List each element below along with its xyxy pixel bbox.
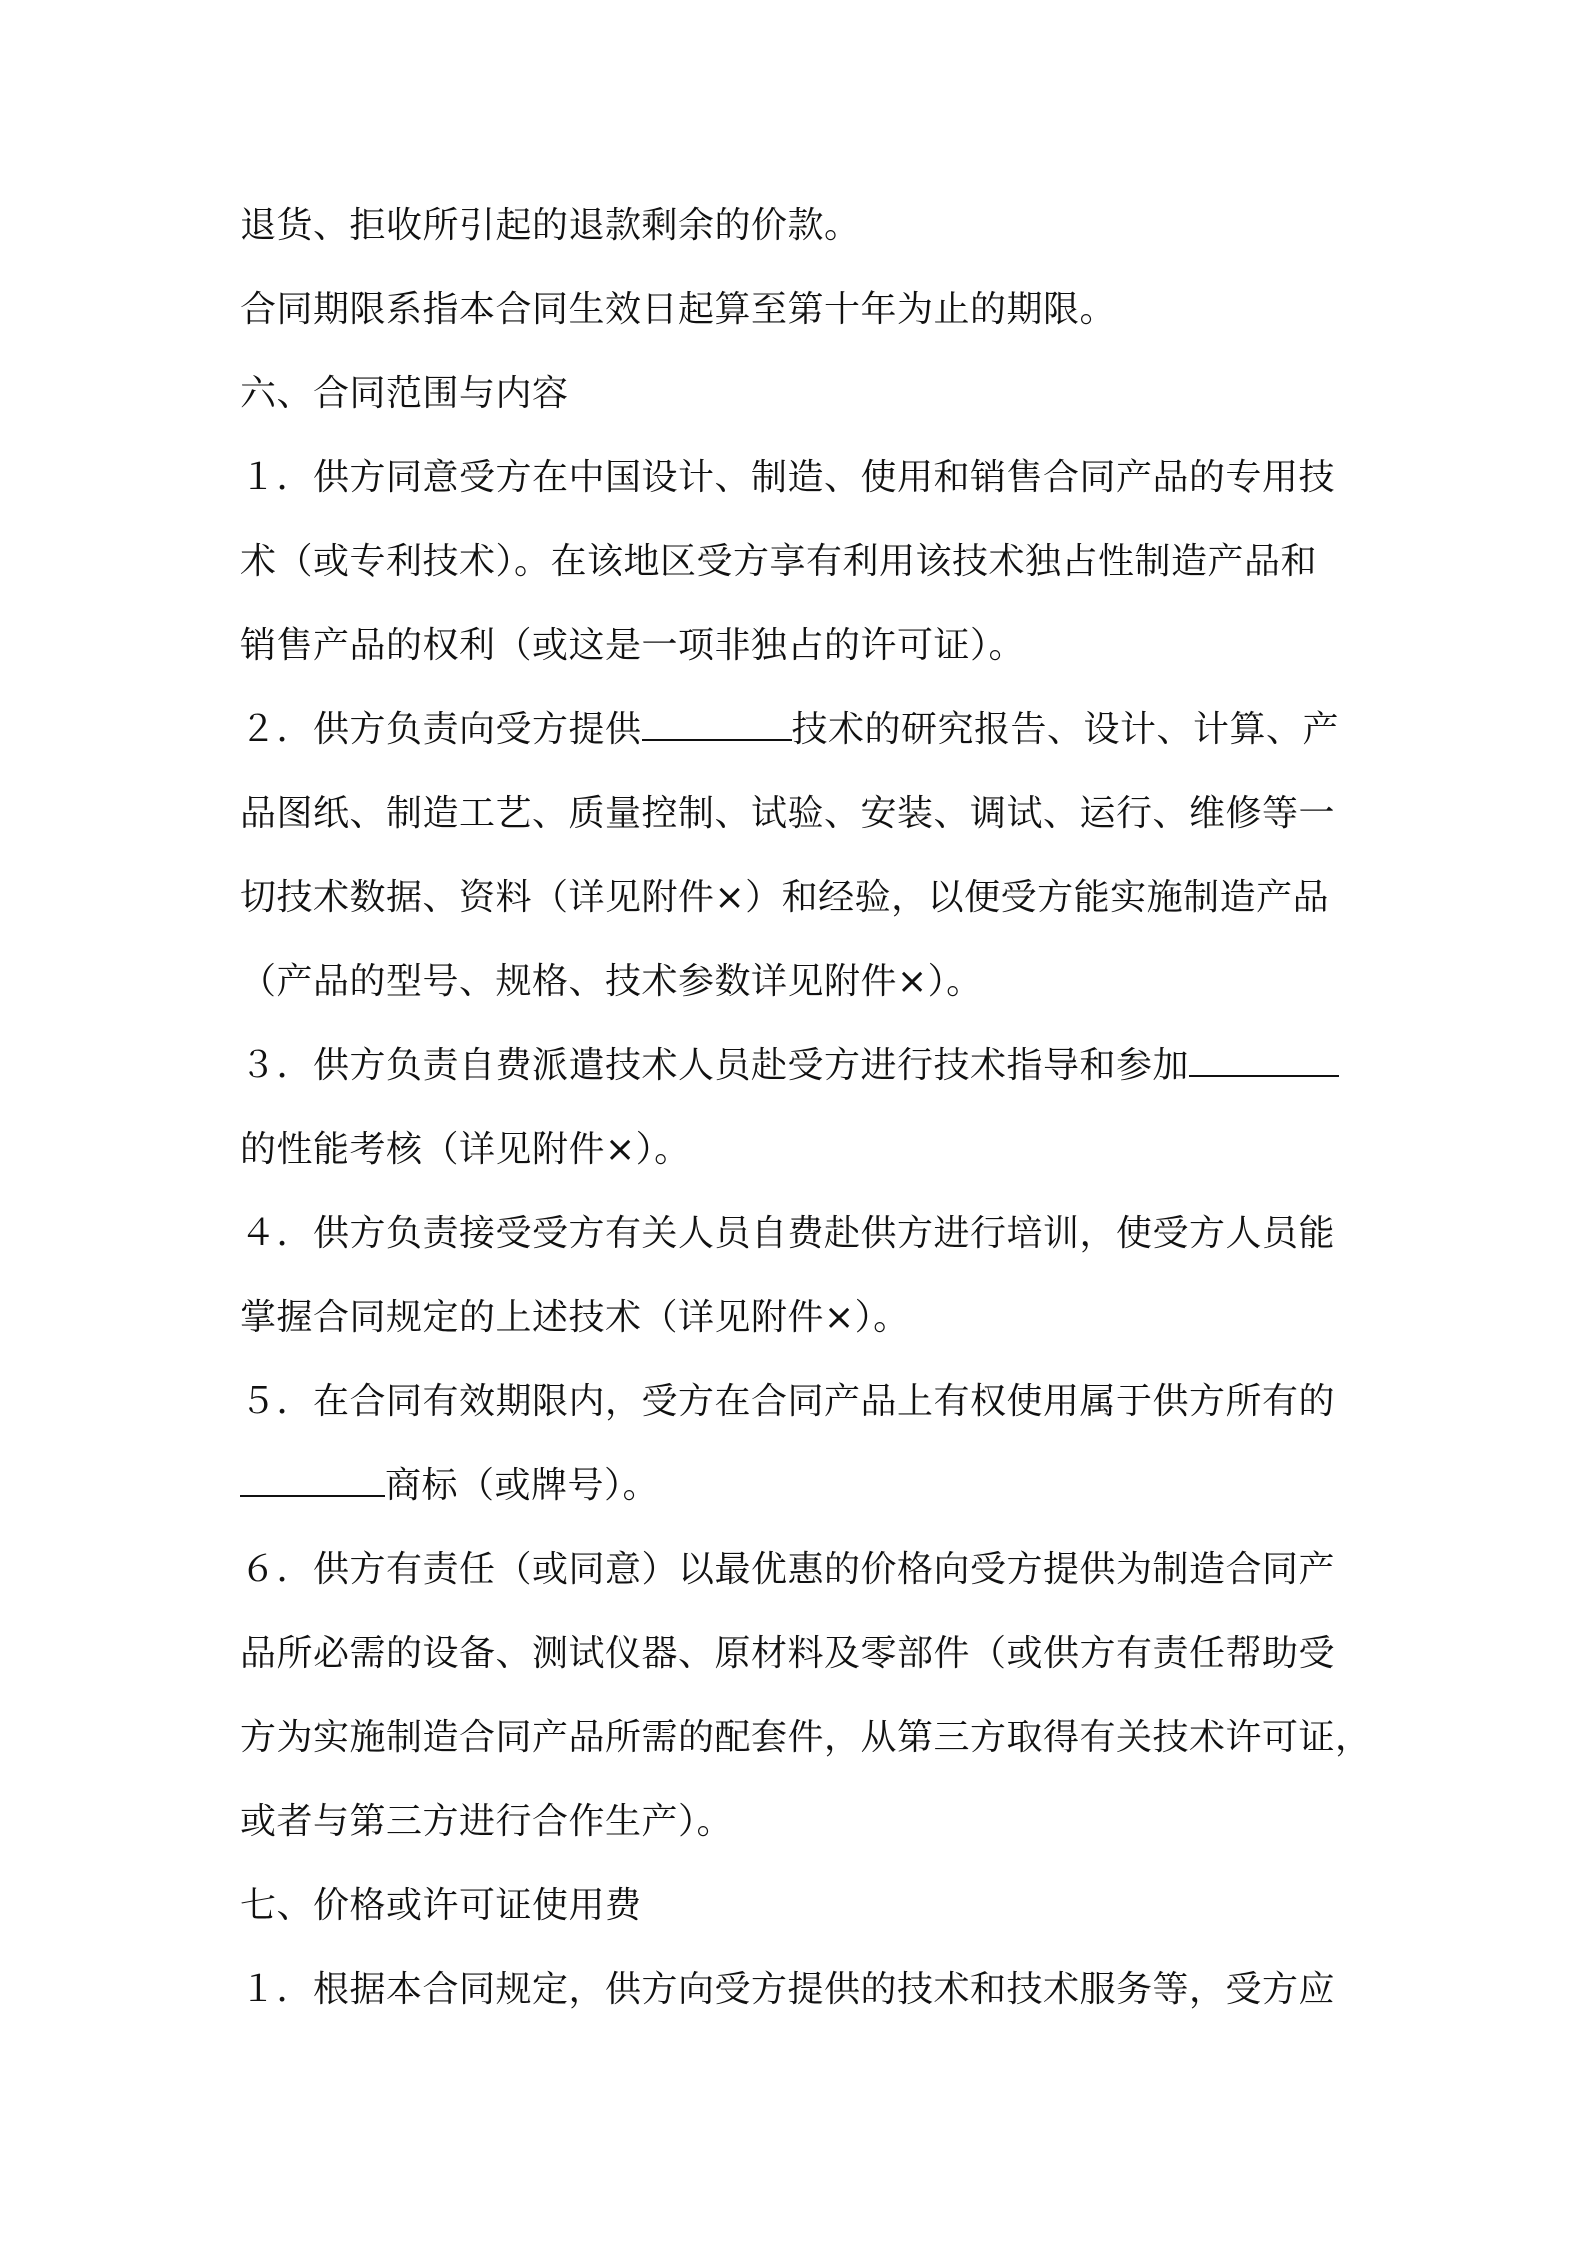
text-line: 切技术数据、资料（详见附件×）和经验，以便受方能实施制造产品 (240, 877, 1330, 918)
text-line: 术（或专利技术）。在该地区受方享有利用该技术独占性制造产品和 (240, 541, 1318, 582)
text-segment: 商标（或牌号）。 (385, 1465, 660, 1506)
text-segment: ３．供方负责自费派遣技术人员赴受方进行技术指导和参加 (240, 1045, 1190, 1086)
text-line: 品图纸、制造工艺、质量控制、试验、安装、调试、运行、维修等一 (240, 793, 1336, 834)
section-heading: 七、价格或许可证使用费 (240, 1885, 642, 1926)
text-line: １．供方同意受方在中国设计、制造、使用和销售合同产品的专用技 (240, 457, 1336, 498)
text-line: 或者与第三方进行合作生产）。 (240, 1801, 734, 1842)
text-segment: 技术的研究报告、设计、计算、产 (791, 709, 1340, 750)
text-line: 的性能考核（详见附件×）。 (240, 1129, 691, 1170)
text-line: ４．供方负责接受受方有关人员自费赴供方进行培训，使受方人员能 (240, 1213, 1336, 1254)
fill-in-blank (642, 703, 792, 741)
text-line: 退货、拒收所引起的退款剩余的价款。 (240, 205, 861, 246)
text-line (240, 700, 1339, 760)
text-line: 方为实施制造合同产品所需的配套件，从第三方取得有关技术许可证， (240, 1717, 1372, 1758)
text-line: 品所必需的设备、测试仪器、原材料及零部件（或供方有责任帮助受 (240, 1633, 1336, 1674)
text-line: １．根据本合同规定，供方向受方提供的技术和技术服务等，受方应 (240, 1969, 1336, 2010)
text-line (240, 1456, 659, 1516)
text-line: 掌握合同规定的上述技术（详见附件×）。 (240, 1297, 910, 1338)
text-line: 合同期限系指本合同生效日起算至第十年为止的期限。 (240, 289, 1117, 330)
text-segment: ２．供方负责向受方提供 (240, 709, 642, 750)
text-line: ６．供方有责任（或同意）以最优惠的价格向受方提供为制造合同产 (240, 1549, 1336, 1590)
text-line: ５．在合同有效期限内，受方在合同产品上有权使用属于供方所有的 (240, 1381, 1336, 1422)
fill-in-blank (1189, 1039, 1339, 1077)
text-line: 销售产品的权利（或这是一项非独占的许可证）。 (240, 625, 1026, 666)
fill-in-blank (240, 1459, 385, 1497)
section-heading: 六、合同范围与内容 (240, 373, 569, 414)
text-line: （产品的型号、规格、技术参数详见附件×）。 (240, 961, 983, 1002)
text-line (240, 1036, 1339, 1096)
